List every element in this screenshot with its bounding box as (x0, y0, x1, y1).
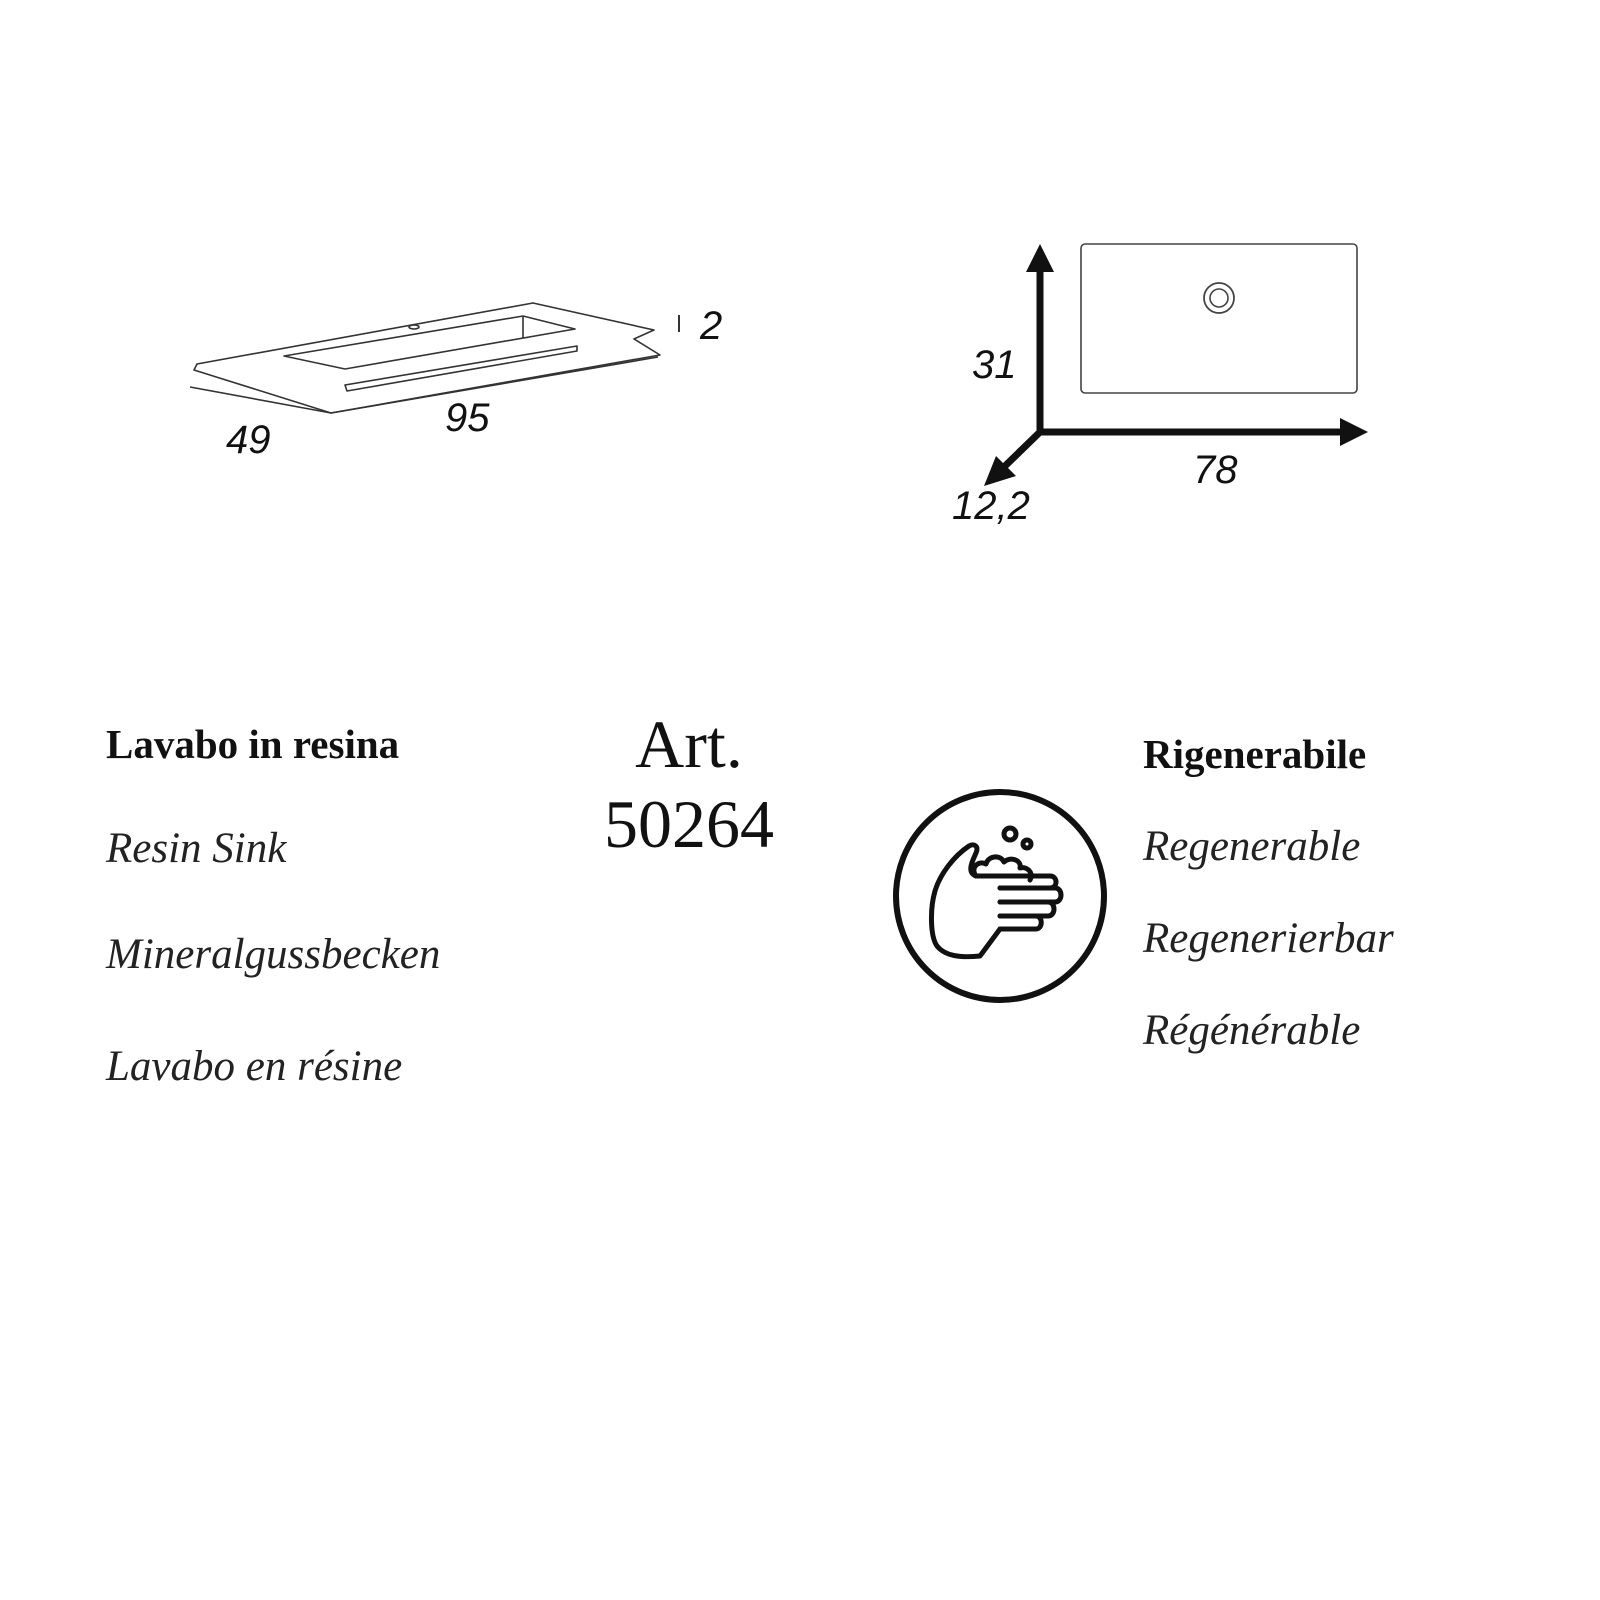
dimension-height-label-right: 31 (972, 343, 1017, 387)
feature-label-italian: Rigenerabile (1143, 731, 1367, 777)
article-number: 50264 (604, 786, 774, 862)
product-name-french: Lavabo en résine (106, 1043, 403, 1090)
feature-label-english: Regenerable (1143, 823, 1361, 870)
dimension-height-label: 2 (700, 304, 723, 348)
dimension-depth-label: 49 (226, 418, 271, 462)
feature-label-german: Regenerierbar (1143, 915, 1394, 962)
sink-front-view-drawing (960, 230, 1380, 500)
dimension-width-label-right: 78 (1193, 448, 1238, 492)
product-name-german: Mineralgussbecken (106, 931, 441, 978)
arrow-right-icon (1340, 418, 1368, 446)
product-name-english: Resin Sink (106, 825, 287, 872)
article-label: Art. (635, 706, 743, 782)
hand-washing-icon (890, 786, 1110, 1006)
product-name-italian: Lavabo in resina (106, 721, 400, 767)
dimension-width-label: 95 (445, 396, 490, 440)
dimension-depth-label-right: 12,2 (952, 484, 1030, 528)
arrow-up-icon (1026, 244, 1054, 272)
feature-label-french: Régénérable (1143, 1007, 1361, 1054)
